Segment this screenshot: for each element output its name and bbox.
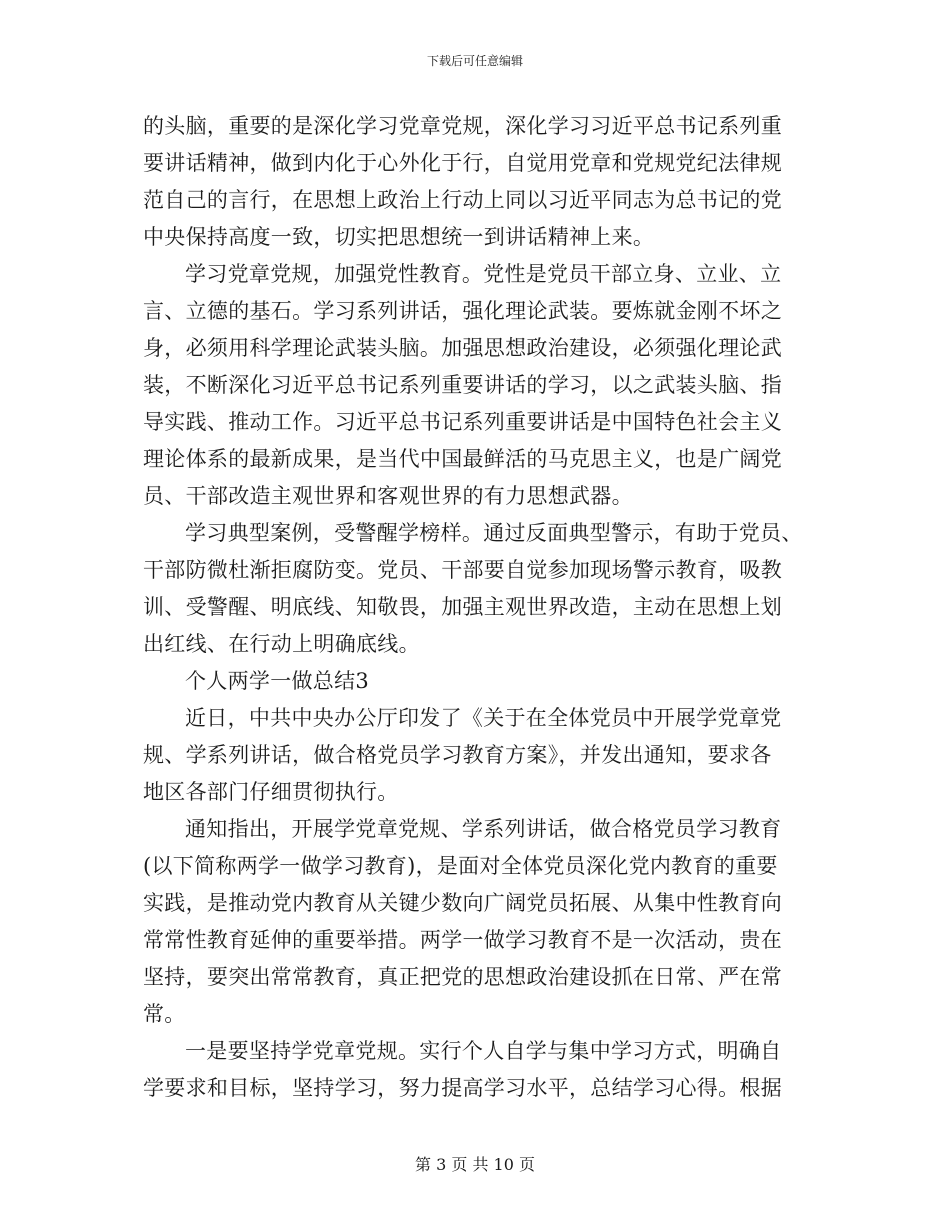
text-line: 装，不断深化习近平总书记系列重要讲话的学习，以之武装头脑、指 [143, 373, 782, 397]
text-line: 导实践、推动工作。习近平总书记系列重要讲话是中国特色社会主义 [143, 410, 782, 434]
text-line: 规、学系列讲话，做合格党员学习教育方案》，并发出通知，要求各 [143, 743, 772, 767]
text-line: 身，必须用科学理论武装头脑。加强思想政治建设，必须强化理论武 [143, 336, 782, 360]
text-line: 训、受警醒、明底线、知敬畏，加强主观世界改造，主动在思想上划 [143, 595, 782, 619]
text-line: 理论体系的最新成果，是当代中国最鲜活的马克思主义，也是广阔党 [143, 447, 782, 471]
page-header: 下载后可任意编辑 [426, 54, 523, 68]
text-line: 出红线、在行动上明确底线。 [143, 632, 420, 656]
text-line: 常。 [143, 1002, 186, 1026]
text-line: 常常性教育延伸的重要举措。两学一做学习教育不是一次活动，贵在 [143, 928, 782, 952]
text-line: 的头脑，重要的是深化学习党章党规，深化学习习近平总书记系列重 [143, 114, 782, 138]
page-number-footer: 第 3 页 共 10 页 [415, 1155, 535, 1174]
text-line: 干部防微杜渐拒腐防变。党员、干部要自觉参加现场警示教育，吸教 [143, 558, 782, 582]
text-line: 学要求和目标，坚持学习，努力提高学习水平，总结学习心得。根据 [143, 1076, 782, 1100]
text-line: 要讲话精神，做到内化于心外化于行，自觉用党章和党规党纪法律规 [143, 151, 782, 175]
paragraph-first-line: 一是要坚持学党章党规。实行个人自学与集中学习方式，明确自 [185, 1039, 782, 1063]
text-line: 员、干部改造主观世界和客观世界的有力思想武器。 [143, 484, 633, 508]
section-heading: 个人两学一做总结3 [185, 669, 370, 693]
text-line: (以下简称两学一做学习教育)，是面对全体党员深化党内教育的重要 [143, 854, 778, 878]
paragraph-first-line: 学习典型案例，受警醒学榜样。通过反面典型警示，有助于党员、 [185, 521, 803, 545]
text-line: 地区各部门仔细贯彻执行。 [143, 780, 399, 804]
text-line: 实践，是推动党内教育从关键少数向广阔党员拓展、从集中性教育向 [143, 891, 782, 915]
paragraph-first-line: 学习党章党规，加强党性教育。党性是党员干部立身、立业、立 [185, 262, 782, 286]
paragraph-first-line: 通知指出，开展学党章党规、学系列讲话，做合格党员学习教育 [185, 817, 782, 841]
text-line: 中央保持高度一致，切实把思想统一到讲话精神上来。 [143, 225, 655, 249]
text-line: 坚持，要突出常常教育，真正把党的思想政治建设抓在日常、严在常 [143, 965, 782, 989]
text-line: 范自己的言行，在思想上政治上行动上同以习近平同志为总书记的党 [143, 188, 782, 212]
document-body [143, 108, 823, 1107]
text-line: 言、立德的基石。学习系列讲话，强化理论武装。要炼就金刚不坏之 [143, 299, 782, 323]
paragraph-first-line: 近日，中共中央办公厅印发了《关于在全体党员中开展学党章党 [185, 706, 782, 730]
